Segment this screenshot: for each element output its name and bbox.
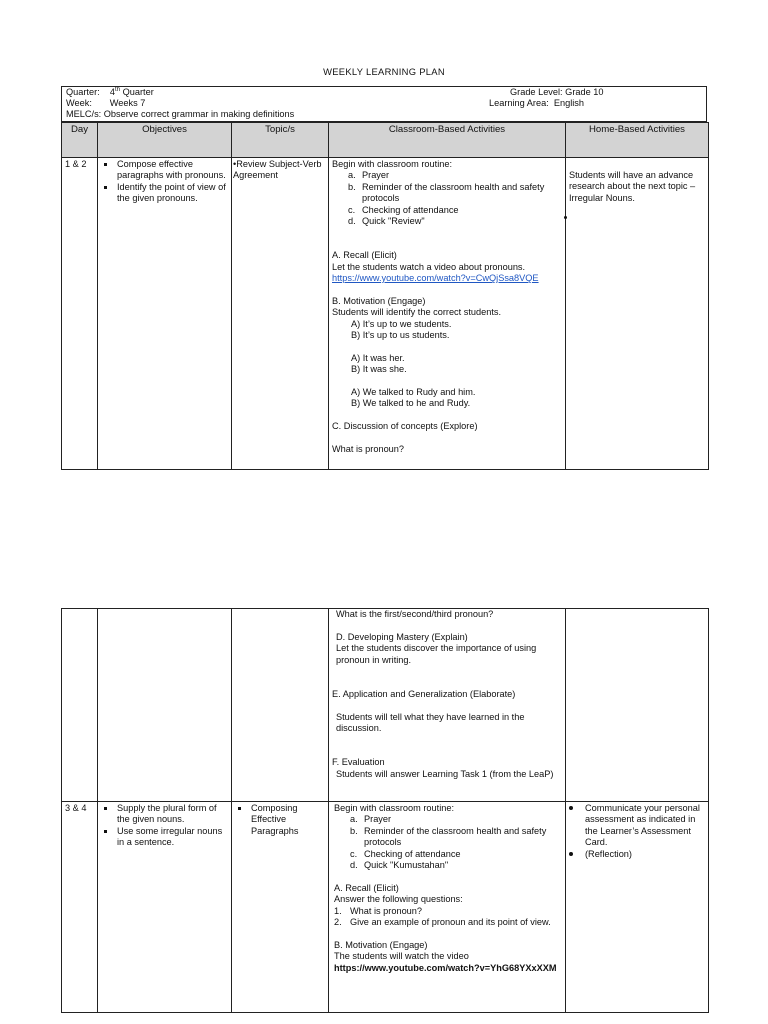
table-row: [62, 158, 709, 470]
motivation-title: B. Motivation (Engage): [334, 939, 428, 950]
stray-bullet: [564, 216, 567, 219]
example-2a: A) It was her.: [351, 352, 405, 363]
home-cell: [566, 609, 709, 802]
list-item: d. Quick "Review": [348, 216, 425, 227]
video-link[interactable]: https://www.youtube.com/watch?v=YhG68YXxXXM: [334, 962, 557, 973]
application-text: Students will tell what they have learned in the discussion.: [336, 711, 525, 733]
home-cell: [566, 802, 709, 1013]
week-line: [66, 98, 145, 109]
melc-line: MELC/s: Observe correct grammar in making definitions: [66, 109, 295, 119]
list-item: Identify the point of view of the given pronouns.: [101, 182, 228, 205]
application-title: E. Application and Generalization (Elaborate): [332, 688, 516, 699]
objectives-cell: [98, 802, 232, 1013]
list-item: d. Quick "Kumustahan": [350, 860, 449, 871]
list-item: a. Prayer: [350, 814, 392, 825]
video-link[interactable]: https://www.youtube.com/watch?v=CwQjSsa8VQE: [332, 273, 539, 284]
list-item: b. Reminder of the classroom health and safety protocols: [348, 181, 545, 204]
example-1b: B) It’s up to us students.: [351, 330, 450, 341]
classroom-cell: [329, 158, 566, 470]
list-item: Compose effective paragraphs with pronouns.: [101, 159, 228, 182]
table-row: [62, 609, 709, 802]
evaluation-title: F. Evaluation: [332, 757, 385, 768]
quarter-word: Quarter: [122, 87, 154, 97]
week-label: Week:: [66, 98, 92, 108]
area-value: English: [553, 98, 585, 108]
discussion-question: What is pronoun?: [332, 444, 405, 455]
questions-list: [334, 906, 562, 929]
home-cell: Students will have an advance research about the next topic – Irregular Nouns.: [566, 158, 709, 470]
day-cell: 3 & 4: [62, 802, 98, 1013]
motivation-title: B. Motivation (Engage): [332, 295, 426, 306]
day-cell: 1 & 2: [62, 158, 98, 470]
plan-header: [61, 86, 707, 122]
discussion-title: C. Discussion of concepts (Explore): [332, 421, 478, 432]
mastery-text: Let the students discover the importance of using pronoun in writing.: [336, 643, 537, 665]
classroom-cell: [329, 802, 566, 1013]
plan-table-bottom: [61, 608, 709, 1013]
recall-title: A. Recall (Elicit): [334, 882, 399, 893]
col-classroom-activities: Classroom-Based Activities: [329, 123, 566, 158]
classroom-cell: [329, 609, 566, 802]
list-item: c. Checking of attendance: [348, 204, 459, 215]
quarter-label: Quarter:: [66, 87, 100, 97]
topic-cell: [232, 609, 329, 802]
list-item: 1. What is pronoun?: [334, 905, 423, 916]
routine-intro: Begin with classroom routine:: [332, 159, 453, 169]
evaluation-text: Students will answer Learning Task 1 (from the LeaP): [336, 768, 554, 779]
col-home-activities: Home-Based Activities: [566, 123, 709, 158]
recall-title: A. Recall (Elicit): [332, 250, 397, 261]
day-cell: [62, 609, 98, 802]
list-item: Composing Effective Paragraphs: [235, 803, 325, 837]
example-2b: B) It was she.: [351, 364, 407, 375]
grade-line: [510, 87, 603, 98]
col-topics: Topic/s: [232, 123, 329, 158]
quarter-line: [66, 87, 154, 98]
motivation-text: The students will watch the video: [334, 951, 469, 962]
table-row: [62, 802, 709, 1013]
list-item: Communicate your personal assessment as indicated in the Learner’s Assessment Card.: [569, 803, 705, 849]
list-item: (Reflection): [569, 849, 705, 860]
topic-cell: [232, 802, 329, 1013]
col-day: Day: [62, 123, 98, 158]
routine-intro: Begin with classroom routine:: [334, 803, 455, 813]
example-3b: B) We talked to he and Rudy.: [351, 398, 471, 409]
routine-list: [334, 814, 562, 871]
list-item: Use some irregular nouns in a sentence.: [101, 826, 228, 849]
list-item: b. Reminder of the classroom health and safety protocols: [350, 825, 547, 848]
table-header-row: [62, 123, 709, 158]
mastery-title: D. Developing Mastery (Explain): [336, 631, 468, 642]
page-title: WEEKLY LEARNING PLAN: [323, 66, 445, 77]
grade-value: Grade 10: [565, 87, 604, 97]
recall-text: Answer the following questions:: [334, 894, 463, 905]
pronoun-question: What is the first/second/third pronoun?: [336, 609, 494, 619]
list-item: Supply the plural form of the given nouns.: [101, 803, 228, 826]
area-line: [489, 98, 584, 109]
list-item: 2. Give an example of pronoun and its point of view.: [334, 917, 551, 928]
col-objectives: Objectives: [98, 123, 232, 158]
week-value: Weeks 7: [109, 98, 146, 108]
recall-text: Let the students watch a video about pronouns.: [332, 261, 526, 272]
quarter-sup: th: [115, 86, 121, 93]
area-label: Learning Area:: [489, 98, 549, 108]
example-3a: A) We talked to Rudy and him.: [351, 387, 476, 398]
list-item: a. Prayer: [348, 170, 390, 181]
objectives-cell: [98, 158, 232, 470]
example-1a: A) It’s up to we students.: [351, 318, 452, 329]
topic-cell: •Review Subject-Verb Agreement: [232, 158, 329, 470]
routine-list: [332, 170, 562, 227]
list-item: c. Checking of attendance: [350, 848, 461, 859]
grade-label: Grade Level:: [510, 87, 563, 97]
plan-table-top: [61, 122, 709, 470]
quarter-num: 4: [109, 87, 116, 97]
objectives-cell: [98, 609, 232, 802]
motivation-text: Students will identify the correct students.: [332, 307, 502, 318]
